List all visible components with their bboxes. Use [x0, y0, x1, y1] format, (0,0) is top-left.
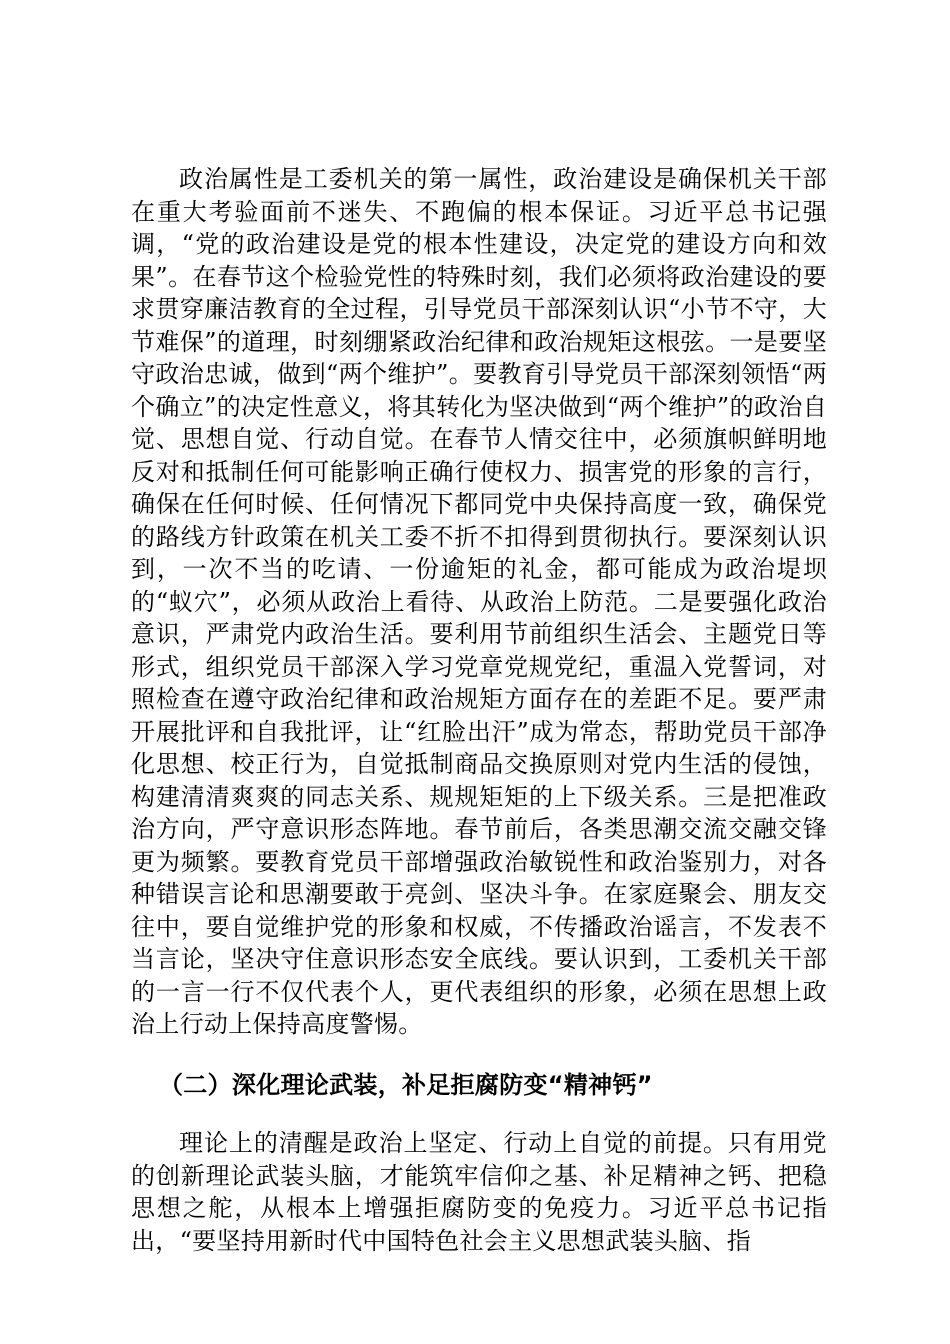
section-heading-theory-armament: （二）深化理论武装，补足拒腐防变“精神钙”	[159, 1070, 653, 1099]
body-paragraph-theory: 理论上的清醒是政治上坚定、行动上自觉的前提。只有用党的创新理论武装头脑，才能筑牢信仰之基、补足精神之钙、把稳思想之舵，从根本上增强拒腐防变的免疫力。习近平总书记指出，“要坚持用新时代中国特色社会主义思想武装头脑、指	[131, 1129, 827, 1255]
document-page	[131, 163, 827, 1257]
body-paragraph-political-construction: 政治属性是工委机关的第一属性，政治建设是确保机关干部在重大考验面前不迷失、不跑偏的根本保证。习近平总书记强调，“党的政治建设是党的根本性建设，决定党的建设方向和效果”。在春节这个检验党性的特殊时刻，我们必须将政治建设的要求贯穿廉洁教育的全过程，引导党员干部深刻认识“小节不守，大节难保”的道理，时刻绷紧政治纪律和政治规矩这根弦。一是要坚守政治忠诚，做到“两个维护”。要教育引导党员干部深刻领悟“两个确立”的决定性意义，将其转化为坚决做到“两个维护”的政治自觉、思想自觉、行动自觉。在春节人情交往中，必须旗帜鲜明地反对和抵制任何可能影响正确行使权力、损害党的形象的言行，确保在任何时候、任何情况下都同党中央保持高度一致，确保党的路线方针政策在机关工委不折不扣得到贯彻执行。要深刻认识到，一次不当的吃请、一份逾矩的礼金，都可能成为政治堤坝的“蚁穴”，必须从政治上看待、从政治上防范。二是要强化政治意识，严肃党内政治生活。要利用节前组织生活会、主题党日等形式，组织党员干部深入学习党章党规党纪，重温入党誓词，对照检查在遵守政治纪律和政治规矩方面存在的差距不足。要严肃开展批评和自我批评，让“红脸出汗”成为常态，帮助党员干部净化思想、校正行为，自觉抵制商品交换原则对党内生活的侵蚀，构建清清爽爽的同志关系、规规矩矩的上下级关系。三是把准政治方向，严守意识形态阵地。春节前后，各类思潮交流交融交锋更为频繁。要教育党员干部增强政治敏锐性和政治鉴别力，对各种错误言论和思潮要敢于亮剑、坚决斗争。在家庭聚会、朋友交往中，要自觉维护党的形象和权威，不传播政治谣言，不发表不当言论，坚决守住意识形态安全底线。要认识到，工委机关干部的一言一行不仅代表个人，更代表组织的形象，必须在思想上政治上行动上保持高度警惕。	[131, 165, 827, 1038]
